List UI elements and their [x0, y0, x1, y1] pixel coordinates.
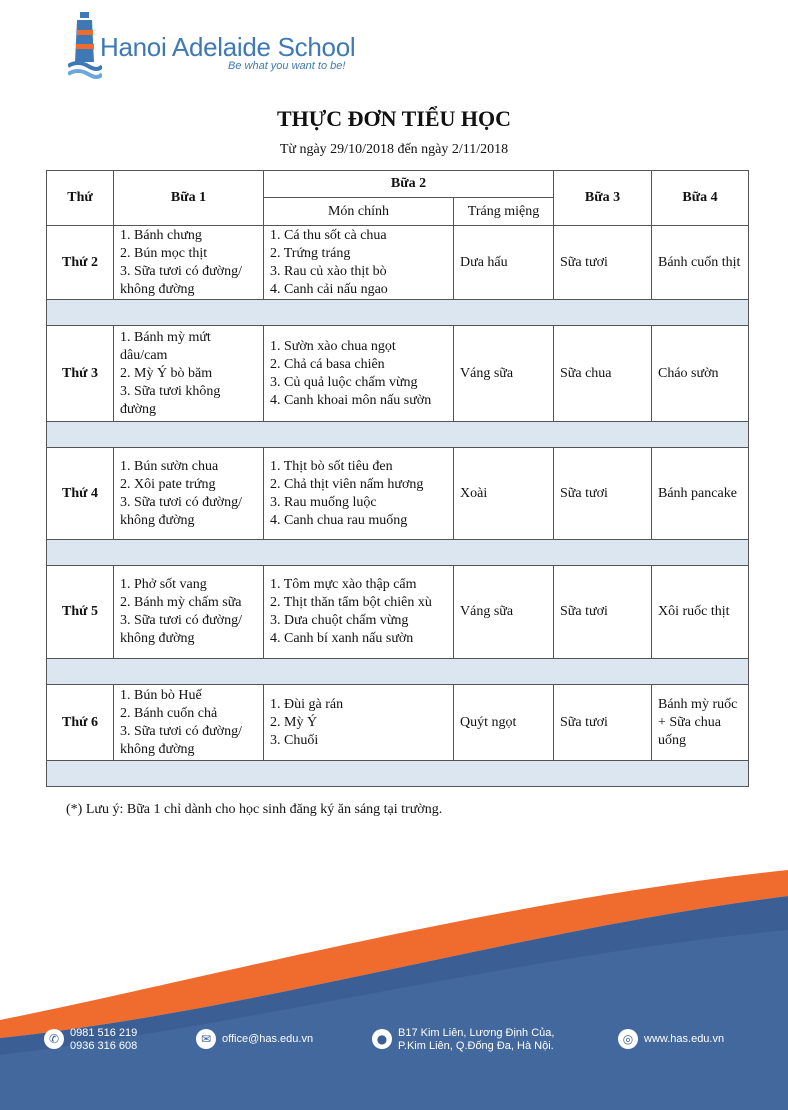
- menu-item: 3. Sữa tươi có đường/ không đường: [120, 494, 242, 528]
- phone-icon: ✆: [44, 1029, 64, 1049]
- header-meal4: Bữa 4: [652, 171, 749, 226]
- day-cell: Thứ 2: [47, 226, 114, 300]
- menu-item: 3. Củ quả luộc chấm vừng: [270, 374, 418, 390]
- meal1-cell: [114, 685, 264, 761]
- menu-item: 1. Bánh chưng: [120, 227, 202, 243]
- phone-number-2: 0936 316 608: [70, 1040, 138, 1052]
- spacer-row: [47, 659, 749, 685]
- spacer-cell: [47, 659, 749, 685]
- header-dessert: Tráng miệng: [454, 198, 554, 226]
- header-day: Thứ: [47, 171, 114, 226]
- menu-item: 3. Rau củ xào thịt bò: [270, 263, 387, 279]
- globe-icon: ◎: [618, 1029, 638, 1049]
- menu-item: 2. Mỳ Ý bò băm: [120, 365, 213, 381]
- menu-item: 3. Sữa tươi có đường/ không đường: [120, 723, 242, 757]
- meal3-cell: Sữa tươi: [554, 448, 652, 540]
- meal4-cell: Xôi ruốc thịt: [652, 566, 749, 659]
- meal4-cell: Bánh cuốn thịt: [652, 226, 749, 300]
- meal1-cell: [114, 566, 264, 659]
- email-icon: ✉: [196, 1029, 216, 1049]
- menu-item: 2. Mỳ Ý: [270, 714, 318, 730]
- menu-item: 1. Phở sốt vang: [120, 577, 207, 592]
- dessert-cell: Xoài: [454, 448, 554, 540]
- main-dish-cell: [264, 226, 454, 300]
- spacer-cell: [47, 422, 749, 448]
- menu-item: 1. Tôm mực xào thập cẩm: [270, 577, 417, 592]
- day-cell: Thứ 6: [47, 685, 114, 761]
- table-row: [47, 226, 749, 300]
- footnote: (*) Lưu ý: Bữa 1 chỉ dành cho học sinh đăng ký ăn sáng tại trường.: [66, 802, 443, 817]
- main-dish-cell: [264, 685, 454, 761]
- table-row: [47, 685, 749, 761]
- meal3-cell: Sữa tươi: [554, 685, 652, 761]
- spacer-cell: [47, 300, 749, 326]
- day-cell: Thứ 3: [47, 326, 114, 422]
- menu-item: 2. Bánh mỳ chấm sữa: [120, 595, 242, 610]
- address-line-2: P.Kim Liên, Q.Đống Đa, Hà Nội.: [398, 1040, 554, 1052]
- school-tagline: Be what you want to be!: [228, 60, 346, 72]
- menu-item: 1. Bún bò Huế: [120, 687, 202, 703]
- menu-item: 4. Canh bí xanh nấu sườn: [270, 631, 414, 646]
- footer-wave-graphic: [0, 860, 788, 1110]
- menu-item: 1. Đùi gà rán: [270, 696, 344, 712]
- spacer-cell: [47, 761, 749, 787]
- menu-table: [46, 170, 749, 787]
- main-dish-cell: [264, 448, 454, 540]
- school-logo: [68, 10, 368, 80]
- menu-item: 3. Sữa tươi có đường/ không đường: [120, 613, 242, 646]
- meal3-cell: Sữa chua: [554, 326, 652, 422]
- menu-item: 3. Rau muống luộc: [270, 494, 377, 510]
- spacer-row: [47, 761, 749, 787]
- day-cell: Thứ 5: [47, 566, 114, 659]
- menu-item: 3. Sữa tươi không đường: [120, 383, 221, 417]
- main-dish-cell: [264, 566, 454, 659]
- meal4-cell: Cháo sườn: [652, 326, 749, 422]
- dessert-cell: Váng sữa: [454, 566, 554, 659]
- menu-item: 2. Xôi pate trứng: [120, 476, 216, 492]
- menu-item: 3. Chuối: [270, 732, 319, 748]
- contact-email: office@has.edu.vn: [222, 1033, 314, 1045]
- menu-item: 4. Canh khoai môn nấu sườn: [270, 392, 432, 408]
- meal1-cell: [114, 326, 264, 422]
- menu-item: 1. Sườn xào chua ngọt: [270, 338, 396, 354]
- menu-item: 1. Cá thu sốt cà chua: [270, 227, 387, 243]
- date-range: Từ ngày 29/10/2018 đến ngày 2/11/2018: [279, 142, 509, 157]
- dessert-cell: Quýt ngọt: [454, 685, 554, 761]
- menu-item: 4. Canh chua rau muống: [270, 512, 408, 528]
- menu-item: 2. Chả thịt viên nấm hương: [270, 476, 424, 492]
- day-cell: Thứ 4: [47, 448, 114, 540]
- menu-item: 2. Bún mọc thịt: [120, 245, 208, 261]
- table-row: [47, 566, 749, 659]
- footer-banner: [0, 860, 788, 1110]
- menu-item: 2. Trứng tráng: [270, 245, 351, 261]
- menu-item: 3. Sữa tươi có đường/ không đường: [120, 263, 242, 297]
- menu-item: 2. Thịt thăn tẩm bột chiên xù: [270, 595, 432, 610]
- main-dish-cell: [264, 326, 454, 422]
- dessert-cell: Dưa hấu: [454, 226, 554, 300]
- header-meal2: Bữa 2: [264, 171, 554, 198]
- menu-item: 3. Dưa chuột chấm vừng: [270, 613, 409, 628]
- menu-item: 1. Thịt bò sốt tiêu đen: [270, 458, 393, 474]
- header-main-dish: Món chính: [264, 198, 454, 226]
- spacer-row: [47, 422, 749, 448]
- spacer-row: [47, 300, 749, 326]
- menu-item: 2. Bánh cuốn chả: [120, 705, 218, 721]
- menu-item: 1. Bánh mỳ mứt dâu/cam: [120, 329, 211, 363]
- table-row: [47, 326, 749, 422]
- menu-item: 2. Chả cá basa chiên: [270, 356, 385, 372]
- dessert-cell: Váng sữa: [454, 326, 554, 422]
- meal1-cell: [114, 448, 264, 540]
- menu-item: 1. Bún sườn chua: [120, 458, 219, 474]
- contact-phone: [70, 1027, 137, 1053]
- meal1-cell: [114, 226, 264, 300]
- meal3-cell: Sữa tươi: [554, 566, 652, 659]
- table-row: [47, 448, 749, 540]
- spacer-row: [47, 540, 749, 566]
- meal4-cell: Bánh mỳ ruốc + Sữa chua uống: [652, 685, 749, 761]
- menu-item: 4. Canh cải nấu ngao: [270, 281, 388, 297]
- spacer-cell: [47, 540, 749, 566]
- contact-address: [398, 1027, 554, 1053]
- header-meal1: Bữa 1: [114, 171, 264, 226]
- page-title: THỰC ĐƠN TIỂU HỌC: [276, 106, 512, 131]
- meal4-cell: Bánh pancake: [652, 448, 749, 540]
- address-line-1: B17 Kim Liên, Lương Định Của,: [398, 1027, 555, 1039]
- contact-website: www.has.edu.vn: [644, 1033, 725, 1045]
- phone-number-1: 0981 516 219: [70, 1027, 138, 1039]
- school-name: Hanoi Adelaide School: [100, 32, 356, 62]
- header-meal3: Bữa 3: [554, 171, 652, 226]
- meal3-cell: Sữa tươi: [554, 226, 652, 300]
- location-pin-icon: ●: [372, 1029, 392, 1049]
- lighthouse-icon: [68, 10, 102, 80]
